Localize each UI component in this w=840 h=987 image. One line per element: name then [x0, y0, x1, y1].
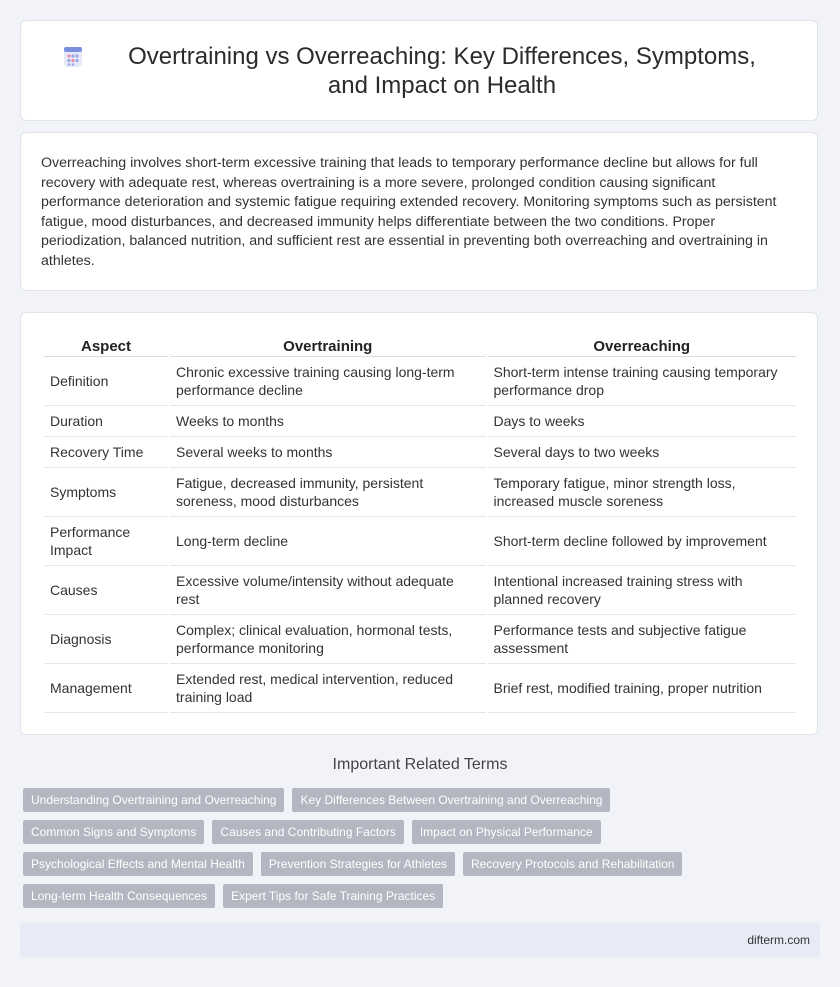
- related-term-tag[interactable]: Prevention Strategies for Athletes: [261, 852, 455, 876]
- row-aspect: Duration: [44, 406, 168, 437]
- related-term-tag[interactable]: Psychological Effects and Mental Health: [23, 852, 253, 876]
- header-overreaching: Overreaching: [488, 335, 797, 357]
- row-overreaching: Performance tests and subjective fatigue assessment: [488, 615, 797, 664]
- related-term-tag[interactable]: Expert Tips for Safe Training Practices: [223, 884, 443, 908]
- table-row: [44, 615, 796, 664]
- row-overtraining: Extended rest, medical intervention, reduced training load: [170, 664, 485, 713]
- related-term-tag[interactable]: Key Differences Between Overtraining and Overreaching: [292, 788, 610, 812]
- page-title: Overtraining vs Overreaching: Key Differences, Symptoms, and Impact on Health: [128, 42, 756, 99]
- row-aspect: Management: [44, 664, 168, 713]
- table-row: [44, 437, 796, 468]
- table-row: [44, 406, 796, 437]
- summary-card: [20, 132, 818, 291]
- row-overtraining: Several weeks to months: [170, 437, 485, 468]
- row-aspect: Diagnosis: [44, 615, 168, 664]
- row-overreaching: Intentional increased training stress with planned recovery: [488, 566, 797, 615]
- row-overtraining: Excessive volume/intensity without adequate rest: [170, 566, 485, 615]
- row-aspect: Performance Impact: [44, 517, 168, 566]
- table-row: [44, 357, 796, 406]
- related-term-tag[interactable]: Recovery Protocols and Rehabilitation: [463, 852, 682, 876]
- row-overtraining: Weeks to months: [170, 406, 485, 437]
- table-row: [44, 517, 796, 566]
- row-overtraining: Chronic excessive training causing long-term performance decline: [170, 357, 485, 406]
- row-aspect: Definition: [44, 357, 168, 406]
- comparison-table: [42, 335, 798, 713]
- related-term-tag[interactable]: Common Signs and Symptoms: [23, 820, 204, 844]
- summary-text: Overreaching involves short-term excessive training that leads to temporary performance decline but allows for full recovery with adequate rest, whereas overtraining is a more severe, prolonged condition causing significant performance deterioration and systemic fatigue requiring extended recovery. Monitoring symptoms such as persistent fatigue, mood disturbances, and decreased immunity helps differentiate between the two conditions. Proper periodization, balanced nutrition, and sufficient rest are essential in preventing both overreaching and overtraining in athletes.: [41, 155, 777, 269]
- row-overreaching: Brief rest, modified training, proper nutrition: [488, 664, 797, 713]
- row-overreaching: Short-term intense training causing temporary performance drop: [488, 357, 797, 406]
- row-overreaching: Days to weeks: [488, 406, 797, 437]
- row-aspect: Recovery Time: [44, 437, 168, 468]
- footer: [20, 923, 820, 957]
- table-row: [44, 566, 796, 615]
- row-overtraining: Long-term decline: [170, 517, 485, 566]
- row-overreaching: Several days to two weeks: [488, 437, 797, 468]
- row-overtraining: Complex; clinical evaluation, hormonal tests, performance monitoring: [170, 615, 485, 664]
- site-link[interactable]: difterm.com: [747, 933, 810, 947]
- related-term-tag[interactable]: Understanding Overtraining and Overreaching: [23, 788, 284, 812]
- related-term-tag[interactable]: Causes and Contributing Factors: [212, 820, 403, 844]
- related-terms-heading: Important Related Terms: [332, 756, 508, 773]
- header-card: [20, 20, 818, 121]
- related-term-tag[interactable]: Impact on Physical Performance: [412, 820, 601, 844]
- row-overtraining: Fatigue, decreased immunity, persistent soreness, mood disturbances: [170, 468, 485, 517]
- table-header-row: [44, 335, 796, 357]
- header-aspect: Aspect: [44, 335, 168, 357]
- related-terms-list: [23, 788, 803, 916]
- related-term-tag[interactable]: Long-term Health Consequences: [23, 884, 215, 908]
- row-overreaching: Short-term decline followed by improvement: [488, 517, 797, 566]
- row-aspect: Symptoms: [44, 468, 168, 517]
- table-row: [44, 664, 796, 713]
- row-overreaching: Temporary fatigue, minor strength loss, increased muscle soreness: [488, 468, 797, 517]
- header-overtraining: Overtraining: [170, 335, 485, 357]
- row-aspect: Causes: [44, 566, 168, 615]
- comparison-card: [20, 312, 818, 735]
- grid-document-icon: [61, 45, 85, 69]
- table-row: [44, 468, 796, 517]
